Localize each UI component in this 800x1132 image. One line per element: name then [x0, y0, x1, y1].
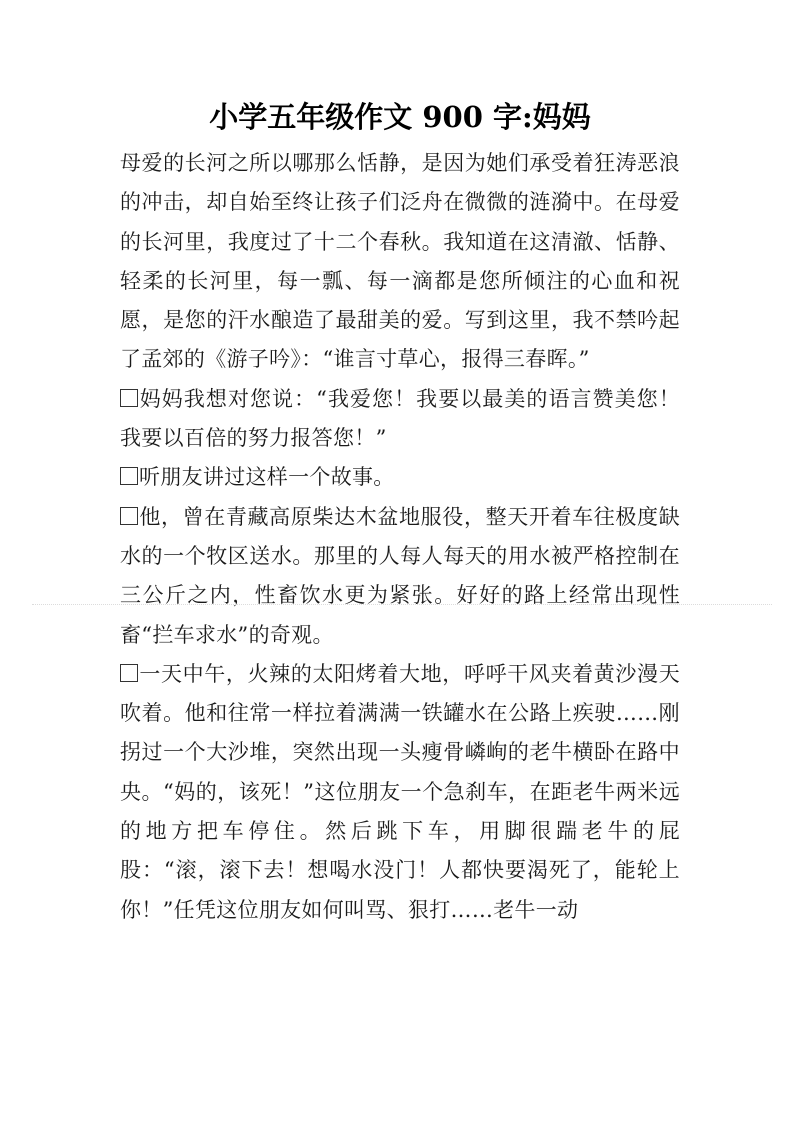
paragraph-text: 妈妈我想对您说：“我爱您！我要以最美的语言赞美您！我要以百倍的努力报答您！” — [120, 386, 680, 451]
missing-glyph-box-icon — [120, 664, 138, 682]
paragraph-text: 母爱的长河之所以哪那么恬静，是因为她们承受着狂涛恶浪的冲击，却自始至终让孩子们泛舟在微微的涟漪中。在母爱的长河里，我度过了十二个春秋。我知道在这清澈、恬静、轻柔的长河里，每一瓢、每一滴都是您所倾注的心血和祝愿，是您的汗水酿造了最甜美的爱。写到这里，我不禁吟起了孟郊的《游子吟》：“谁言寸草心，报得三春晖。” — [120, 151, 680, 372]
paragraph-text: 听朋友讲过这样一个故事。 — [139, 465, 395, 490]
missing-glyph-box-icon — [120, 467, 138, 485]
paragraph-message — [120, 380, 680, 459]
paragraph-story-intro — [120, 458, 680, 497]
paragraph-intro — [120, 144, 680, 380]
missing-glyph-box-icon — [120, 389, 138, 407]
paragraph-story-setting — [120, 498, 680, 655]
missing-glyph-box-icon — [120, 507, 138, 525]
document-body — [120, 144, 680, 930]
document-title: 小学五年级作文 900 字:妈妈 — [209, 100, 591, 134]
paragraph-story-event — [120, 655, 680, 930]
page-break-divider — [32, 604, 772, 605]
paragraph-text: 他，曾在青藏高原柴达木盆地服役，整天开着车往极度缺水的一个牧区送水。那里的人每人每天的用水被严格控制在三公斤之内，性畜饮水更为紧张。好好的路上经常出现性畜“拦车求水”的奇观。 — [120, 504, 680, 647]
paragraph-text: 一天中午，火辣的太阳烤着大地，呼呼干风夹着黄沙漫天吹着。他和往常一样拉着满满一铁罐水在公路上疾驶……刚拐过一个大沙堆，突然出现一头瘦骨嶙峋的老牛横卧在路中央。“妈的，该死！”这位朋友一个急刹车，在距老牛两米远的地方把车停住。然后跳下车，用脚很踹老牛的屁股：“滚，滚下去！想喝水没门！人都快要渴死了，能轮上你！”任凭这位朋友如何叫骂、狠打……老牛一动 — [120, 661, 680, 922]
